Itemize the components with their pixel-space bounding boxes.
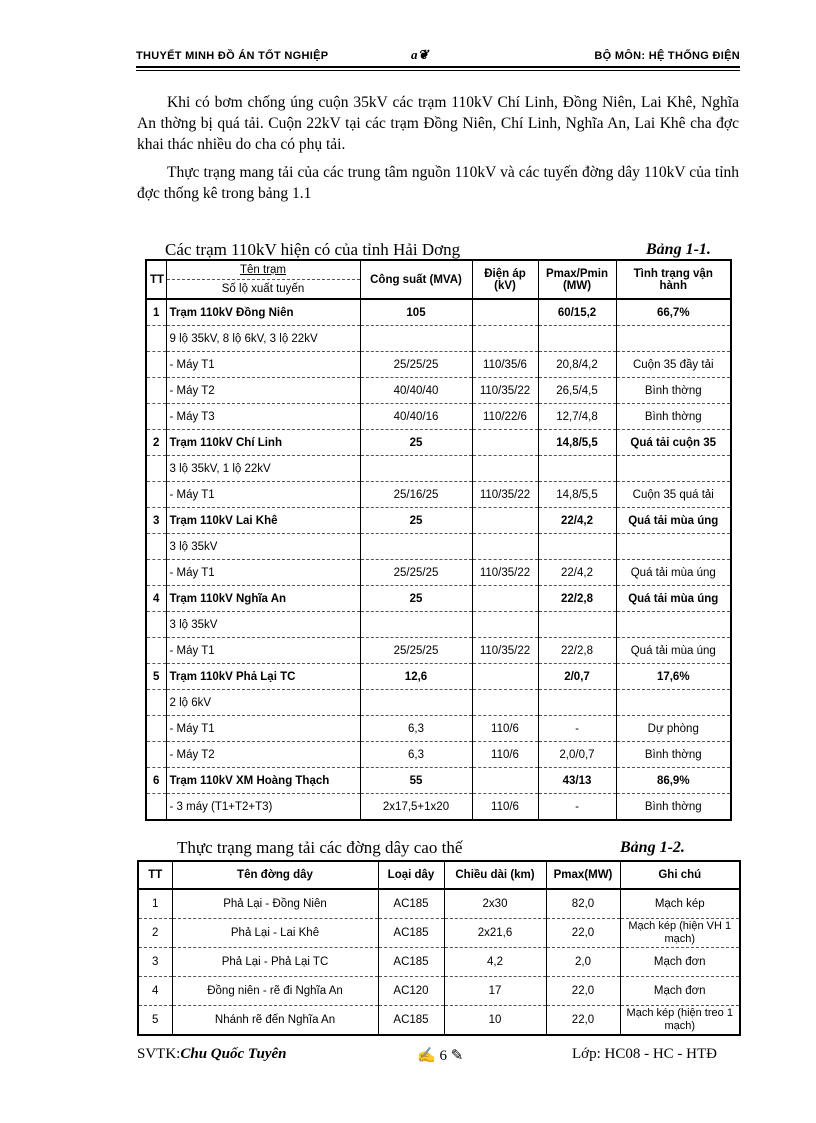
table-row bbox=[146, 794, 731, 821]
cell-voltage bbox=[472, 430, 538, 456]
cell-capacity bbox=[360, 690, 472, 716]
cell-status: Cuộn 35 quá tải bbox=[616, 482, 731, 508]
table-row bbox=[146, 560, 731, 586]
cell-tt: 1 bbox=[146, 299, 166, 326]
cell-tt bbox=[146, 534, 166, 560]
cell-status bbox=[616, 612, 731, 638]
header-rule bbox=[136, 66, 740, 68]
cell-col-3: 4,2 bbox=[444, 948, 546, 977]
stations-table bbox=[145, 259, 732, 821]
cell-col-0: 5 bbox=[138, 1006, 172, 1036]
table-row bbox=[146, 612, 731, 638]
table-row bbox=[146, 664, 731, 690]
table-row bbox=[146, 742, 731, 768]
cell-col-5: Mạch kép bbox=[620, 889, 740, 919]
cell-status bbox=[616, 326, 731, 352]
th-name-bottom: Số lộ xuất tuyến bbox=[166, 280, 360, 300]
cell-col-1: Nhánh rẽ đến Nghĩa An bbox=[172, 1006, 378, 1036]
cell-status: 66,7% bbox=[616, 299, 731, 326]
cell-col-1: Phả Lại - Lai Khê bbox=[172, 919, 378, 948]
page-footer bbox=[137, 1046, 739, 1066]
table-row bbox=[146, 430, 731, 456]
cell-capacity: 25/25/25 bbox=[360, 352, 472, 378]
cell-pmax: 2/0,7 bbox=[538, 664, 616, 690]
cell-tt: 6 bbox=[146, 768, 166, 794]
cell-name: - Máy T3 bbox=[166, 404, 360, 430]
cell-tt bbox=[146, 794, 166, 821]
cell-capacity bbox=[360, 612, 472, 638]
th-capacity: Công suất (MVA) bbox=[360, 260, 472, 299]
cell-name: - Máy T1 bbox=[166, 482, 360, 508]
th-col-5: Ghi chú bbox=[620, 861, 740, 889]
cell-name: Trạm 110kV Lai Khê bbox=[166, 508, 360, 534]
cell-col-5: Mạch kép (hiện VH 1 mạch) bbox=[620, 919, 740, 948]
cell-capacity: 25 bbox=[360, 430, 472, 456]
cell-capacity: 25/25/25 bbox=[360, 638, 472, 664]
cell-name: 3 lộ 35kV bbox=[166, 612, 360, 638]
cell-name: - Máy T1 bbox=[166, 716, 360, 742]
cell-capacity: 6,3 bbox=[360, 716, 472, 742]
cell-pmax: 22/2,8 bbox=[538, 586, 616, 612]
th-col-2: Loại dây bbox=[378, 861, 444, 889]
cell-name: 2 lộ 6kV bbox=[166, 690, 360, 716]
cell-col-2: AC185 bbox=[378, 889, 444, 919]
table2-caption: Thực trạng mang tải các đờng dây cao thế bbox=[177, 838, 463, 857]
cell-pmax bbox=[538, 690, 616, 716]
cell-tt: 3 bbox=[146, 508, 166, 534]
cell-col-4: 2,0 bbox=[546, 948, 620, 977]
cell-capacity: 12,6 bbox=[360, 664, 472, 690]
cell-tt bbox=[146, 378, 166, 404]
table2-label: Bảng 1-2. bbox=[620, 839, 685, 856]
cell-status: Cuộn 35 đầy tải bbox=[616, 352, 731, 378]
cell-voltage bbox=[472, 690, 538, 716]
cell-col-0: 4 bbox=[138, 977, 172, 1006]
cell-capacity: 6,3 bbox=[360, 742, 472, 768]
cell-capacity: 55 bbox=[360, 768, 472, 794]
page-header bbox=[136, 47, 740, 66]
table1-label: Bảng 1-1. bbox=[646, 241, 711, 258]
th-col-4: Pmax(MW) bbox=[546, 861, 620, 889]
footer-author-name: Chu Quốc Tuyên bbox=[180, 1046, 287, 1062]
cell-status: Quá tải mùa úng bbox=[616, 586, 731, 612]
table-row bbox=[146, 508, 731, 534]
cell-tt bbox=[146, 482, 166, 508]
cell-pmax: - bbox=[538, 794, 616, 821]
cell-col-3: 2x21,6 bbox=[444, 919, 546, 948]
table-row bbox=[146, 299, 731, 326]
table-row bbox=[146, 456, 731, 482]
table-row bbox=[138, 1006, 740, 1036]
th-status: Tình trạng vận hành bbox=[616, 260, 731, 299]
table-row bbox=[138, 889, 740, 919]
header-right: BỘ MÔN: HỆ THỐNG ĐIỆN bbox=[594, 50, 740, 62]
cell-col-4: 22,0 bbox=[546, 1006, 620, 1036]
cell-capacity: 40/40/40 bbox=[360, 378, 472, 404]
th-col-0: TT bbox=[138, 861, 172, 889]
cell-name: - Máy T2 bbox=[166, 378, 360, 404]
cell-tt bbox=[146, 612, 166, 638]
cell-voltage bbox=[472, 456, 538, 482]
cell-tt bbox=[146, 456, 166, 482]
cell-col-3: 2x30 bbox=[444, 889, 546, 919]
cell-pmax bbox=[538, 534, 616, 560]
table-row bbox=[138, 948, 740, 977]
cell-voltage bbox=[472, 586, 538, 612]
cell-capacity bbox=[360, 456, 472, 482]
cell-pmax bbox=[538, 326, 616, 352]
cell-name: - Máy T2 bbox=[166, 742, 360, 768]
cell-col-1: Đồng niên - rẽ đi Nghĩa An bbox=[172, 977, 378, 1006]
cell-voltage bbox=[472, 326, 538, 352]
cell-tt bbox=[146, 638, 166, 664]
cell-pmax: 22/4,2 bbox=[538, 508, 616, 534]
cell-col-0: 1 bbox=[138, 889, 172, 919]
cell-capacity: 25/16/25 bbox=[360, 482, 472, 508]
cell-voltage bbox=[472, 768, 538, 794]
th-voltage: Điện áp (kV) bbox=[472, 260, 538, 299]
th-col-1: Tên đờng dây bbox=[172, 861, 378, 889]
cell-status: Quá tải cuộn 35 bbox=[616, 430, 731, 456]
cell-pmax: 26,5/4,5 bbox=[538, 378, 616, 404]
cell-pmax: 14,8/5,5 bbox=[538, 482, 616, 508]
cell-name: Trạm 110kV Nghĩa An bbox=[166, 586, 360, 612]
table-row bbox=[146, 716, 731, 742]
cell-col-5: Mạch đơn bbox=[620, 948, 740, 977]
cell-voltage: 110/35/22 bbox=[472, 482, 538, 508]
cell-status bbox=[616, 456, 731, 482]
cell-voltage: 110/6 bbox=[472, 742, 538, 768]
th-col-3: Chiều dài (km) bbox=[444, 861, 546, 889]
cell-pmax: 12,7/4,8 bbox=[538, 404, 616, 430]
cell-status: Dự phòng bbox=[616, 716, 731, 742]
table-row bbox=[146, 482, 731, 508]
cell-pmax: 20,8/4,2 bbox=[538, 352, 616, 378]
cell-name: Trạm 110kV XM Hoàng Thạch bbox=[166, 768, 360, 794]
table1-caption: Các trạm 110kV hiện có của tỉnh Hải Dơng bbox=[165, 240, 461, 259]
cell-col-0: 2 bbox=[138, 919, 172, 948]
cell-pmax: 2,0/0,7 bbox=[538, 742, 616, 768]
table-row bbox=[138, 977, 740, 1006]
header-ornament: a❦ bbox=[411, 47, 429, 62]
cell-col-4: 22,0 bbox=[546, 919, 620, 948]
cell-status: 17,6% bbox=[616, 664, 731, 690]
cell-name: Trạm 110kV Chí Linh bbox=[166, 430, 360, 456]
cell-voltage bbox=[472, 612, 538, 638]
cell-tt bbox=[146, 690, 166, 716]
lines-table bbox=[137, 860, 741, 1036]
cell-col-3: 17 bbox=[444, 977, 546, 1006]
cell-name: 9 lộ 35kV, 8 lộ 6kV, 3 lộ 22kV bbox=[166, 326, 360, 352]
cell-name: - Máy T1 bbox=[166, 638, 360, 664]
cell-tt bbox=[146, 404, 166, 430]
cell-status bbox=[616, 690, 731, 716]
cell-capacity: 25 bbox=[360, 508, 472, 534]
cell-status: Bình thờng bbox=[616, 404, 731, 430]
cell-pmax: 14,8/5,5 bbox=[538, 430, 616, 456]
cell-name: Trạm 110kV Phả Lại TC bbox=[166, 664, 360, 690]
table-row bbox=[146, 586, 731, 612]
cell-voltage: 110/35/22 bbox=[472, 638, 538, 664]
cell-voltage: 110/6 bbox=[472, 716, 538, 742]
cell-status: Bình thờng bbox=[616, 794, 731, 821]
cell-col-2: AC185 bbox=[378, 919, 444, 948]
cell-status: Quá tải mùa úng bbox=[616, 560, 731, 586]
cell-capacity: 40/40/16 bbox=[360, 404, 472, 430]
cell-tt bbox=[146, 326, 166, 352]
cell-tt: 4 bbox=[146, 586, 166, 612]
th-pmax: Pmax/Pmin (MW) bbox=[538, 260, 616, 299]
paragraph-2: Thực trạng mang tải của các trung tâm nguồn 110kV và các tuyến đờng dây 110kV của tỉnh đợc thống kê trong bảng 1.1 bbox=[137, 164, 739, 202]
paragraph-1: Khi có bơm chống úng cuộn 35kV các trạm 110kV Chí Linh, Đồng Niên, Lai Khê, Nghĩa An thờng bị quá tải. Cuộn 22kV tại các trạm Đồng Niên, Chí Linh, Nghĩa An, Lai Khê cha đợc khai thác nhiều do cha có phụ tải. bbox=[137, 94, 739, 153]
cell-capacity bbox=[360, 326, 472, 352]
footer-author bbox=[137, 1046, 286, 1063]
cell-voltage: 110/35/22 bbox=[472, 560, 538, 586]
cell-name: 3 lộ 35kV bbox=[166, 534, 360, 560]
cell-status: Bình thờng bbox=[616, 378, 731, 404]
table-row bbox=[146, 690, 731, 716]
table-row bbox=[138, 919, 740, 948]
cell-pmax: 22/2,8 bbox=[538, 638, 616, 664]
cell-col-5: Mạch kép (hiện treo 1 mạch) bbox=[620, 1006, 740, 1036]
footer-author-label: SVTK: bbox=[137, 1046, 181, 1062]
cell-capacity: 25/25/25 bbox=[360, 560, 472, 586]
cell-voltage bbox=[472, 508, 538, 534]
cell-status: Bình thờng bbox=[616, 742, 731, 768]
cell-col-1: Phả Lại - Phả Lại TC bbox=[172, 948, 378, 977]
th-tt: TT bbox=[146, 260, 166, 299]
cell-name: Trạm 110kV Đồng Niên bbox=[166, 299, 360, 326]
cell-status: Quá tải mùa úng bbox=[616, 508, 731, 534]
cell-col-2: AC185 bbox=[378, 948, 444, 977]
cell-voltage bbox=[472, 299, 538, 326]
cell-name: 3 lộ 35kV, 1 lộ 22kV bbox=[166, 456, 360, 482]
cell-col-4: 22,0 bbox=[546, 977, 620, 1006]
cell-capacity: 105 bbox=[360, 299, 472, 326]
header-rule-thin bbox=[136, 70, 740, 71]
cell-pmax: 60/15,2 bbox=[538, 299, 616, 326]
cell-capacity bbox=[360, 534, 472, 560]
cell-capacity: 2x17,5+1x20 bbox=[360, 794, 472, 821]
footer-page-number: ✍ 6 ✎ bbox=[417, 1048, 464, 1064]
table-row bbox=[146, 534, 731, 560]
cell-tt bbox=[146, 560, 166, 586]
cell-tt: 2 bbox=[146, 430, 166, 456]
cell-tt: 5 bbox=[146, 664, 166, 690]
table-row bbox=[146, 378, 731, 404]
cell-status: Quá tải mùa úng bbox=[616, 638, 731, 664]
cell-col-1: Phả Lại - Đồng Niên bbox=[172, 889, 378, 919]
cell-voltage: 110/35/22 bbox=[472, 378, 538, 404]
cell-pmax bbox=[538, 612, 616, 638]
page-number: 6 bbox=[439, 1048, 447, 1064]
table-row bbox=[146, 768, 731, 794]
cell-name: - 3 máy (T1+T2+T3) bbox=[166, 794, 360, 821]
cell-name: - Máy T1 bbox=[166, 352, 360, 378]
cell-status: 86,9% bbox=[616, 768, 731, 794]
cell-voltage bbox=[472, 664, 538, 690]
footer-class: Lớp: HC08 - HC - HTĐ bbox=[571, 1046, 717, 1062]
cell-pmax: 43/13 bbox=[538, 768, 616, 794]
table-row bbox=[146, 638, 731, 664]
cell-voltage: 110/35/6 bbox=[472, 352, 538, 378]
cell-col-3: 10 bbox=[444, 1006, 546, 1036]
th-name-top: Tên trạm bbox=[166, 260, 360, 280]
cell-tt bbox=[146, 352, 166, 378]
cell-capacity: 25 bbox=[360, 586, 472, 612]
cell-col-2: AC185 bbox=[378, 1006, 444, 1036]
cell-col-4: 82,0 bbox=[546, 889, 620, 919]
table-row bbox=[146, 326, 731, 352]
cell-col-0: 3 bbox=[138, 948, 172, 977]
cell-pmax: - bbox=[538, 716, 616, 742]
cell-col-5: Mạch đơn bbox=[620, 977, 740, 1006]
cell-voltage bbox=[472, 534, 538, 560]
table-row bbox=[146, 404, 731, 430]
header-left: THUYẾT MINH ĐỒ ÁN TỐT NGHIỆP bbox=[136, 50, 329, 62]
cell-pmax bbox=[538, 456, 616, 482]
table-row bbox=[146, 352, 731, 378]
cell-status bbox=[616, 534, 731, 560]
cell-voltage: 110/6 bbox=[472, 794, 538, 821]
cell-pmax: 22/4,2 bbox=[538, 560, 616, 586]
cell-tt bbox=[146, 742, 166, 768]
cell-tt bbox=[146, 716, 166, 742]
cell-name: - Máy T1 bbox=[166, 560, 360, 586]
cell-voltage: 110/22/6 bbox=[472, 404, 538, 430]
cell-col-2: AC120 bbox=[378, 977, 444, 1006]
